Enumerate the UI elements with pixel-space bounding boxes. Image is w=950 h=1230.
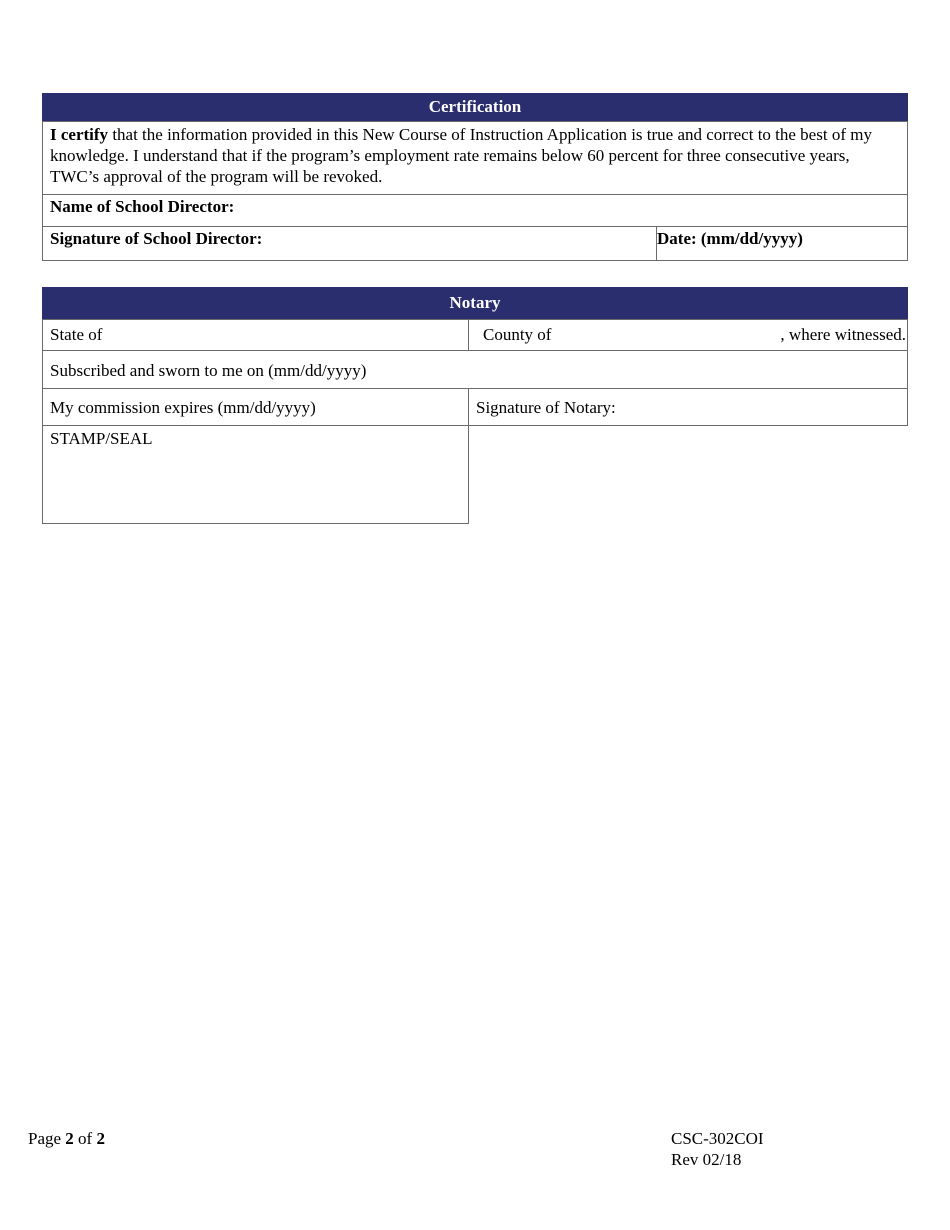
subscribed-label: Subscribed and sworn to me on (mm/dd/yyyy) — [50, 361, 367, 380]
page-current: 2 — [65, 1129, 74, 1148]
school-director-signature-field[interactable] — [42, 226, 657, 261]
state-field[interactable] — [42, 319, 469, 351]
certification-header: Certification — [42, 93, 908, 121]
form-revision: Rev 02/18 — [671, 1150, 742, 1169]
where-witnessed-label: , where witnessed. — [780, 325, 906, 344]
page-of: of — [73, 1129, 97, 1148]
page-number — [28, 1128, 105, 1149]
county-label: County of — [483, 325, 552, 344]
certification-date-field[interactable] — [656, 226, 908, 261]
state-label: State of — [50, 325, 103, 344]
stamp-seal-box — [42, 425, 469, 524]
notary-signature-label: Signature of Notary: — [476, 398, 616, 417]
notary-header: Notary — [42, 287, 908, 319]
certify-text: that the information provided in this New Course of Instruction Application is true and correct to the best of my knowledge. I understand that if the program’s employment rate remains below 60 percent for three consecutive years, TWC’s approval of the program will be revoked. — [50, 125, 872, 186]
form-identifier — [671, 1128, 764, 1170]
school-director-name-label: Name of School Director: — [50, 197, 235, 216]
school-director-signature-label: Signature of School Director: — [50, 229, 263, 248]
commission-expires-field[interactable] — [42, 388, 469, 426]
subscribed-date-field[interactable] — [42, 350, 908, 389]
page-prefix: Page — [28, 1129, 66, 1148]
page-total: 2 — [96, 1129, 105, 1148]
stamp-seal-label: STAMP/SEAL — [50, 429, 153, 448]
certification-date-label: Date: (mm/dd/yyyy) — [657, 229, 803, 248]
notary-signature-field[interactable] — [468, 388, 908, 426]
form-code: CSC-302COI — [671, 1129, 764, 1148]
commission-expires-label: My commission expires (mm/dd/yyyy) — [50, 398, 316, 417]
certify-lead: I certify — [50, 125, 109, 144]
county-field[interactable] — [468, 319, 908, 351]
school-director-name-field[interactable] — [42, 195, 908, 227]
certification-statement — [42, 121, 908, 195]
